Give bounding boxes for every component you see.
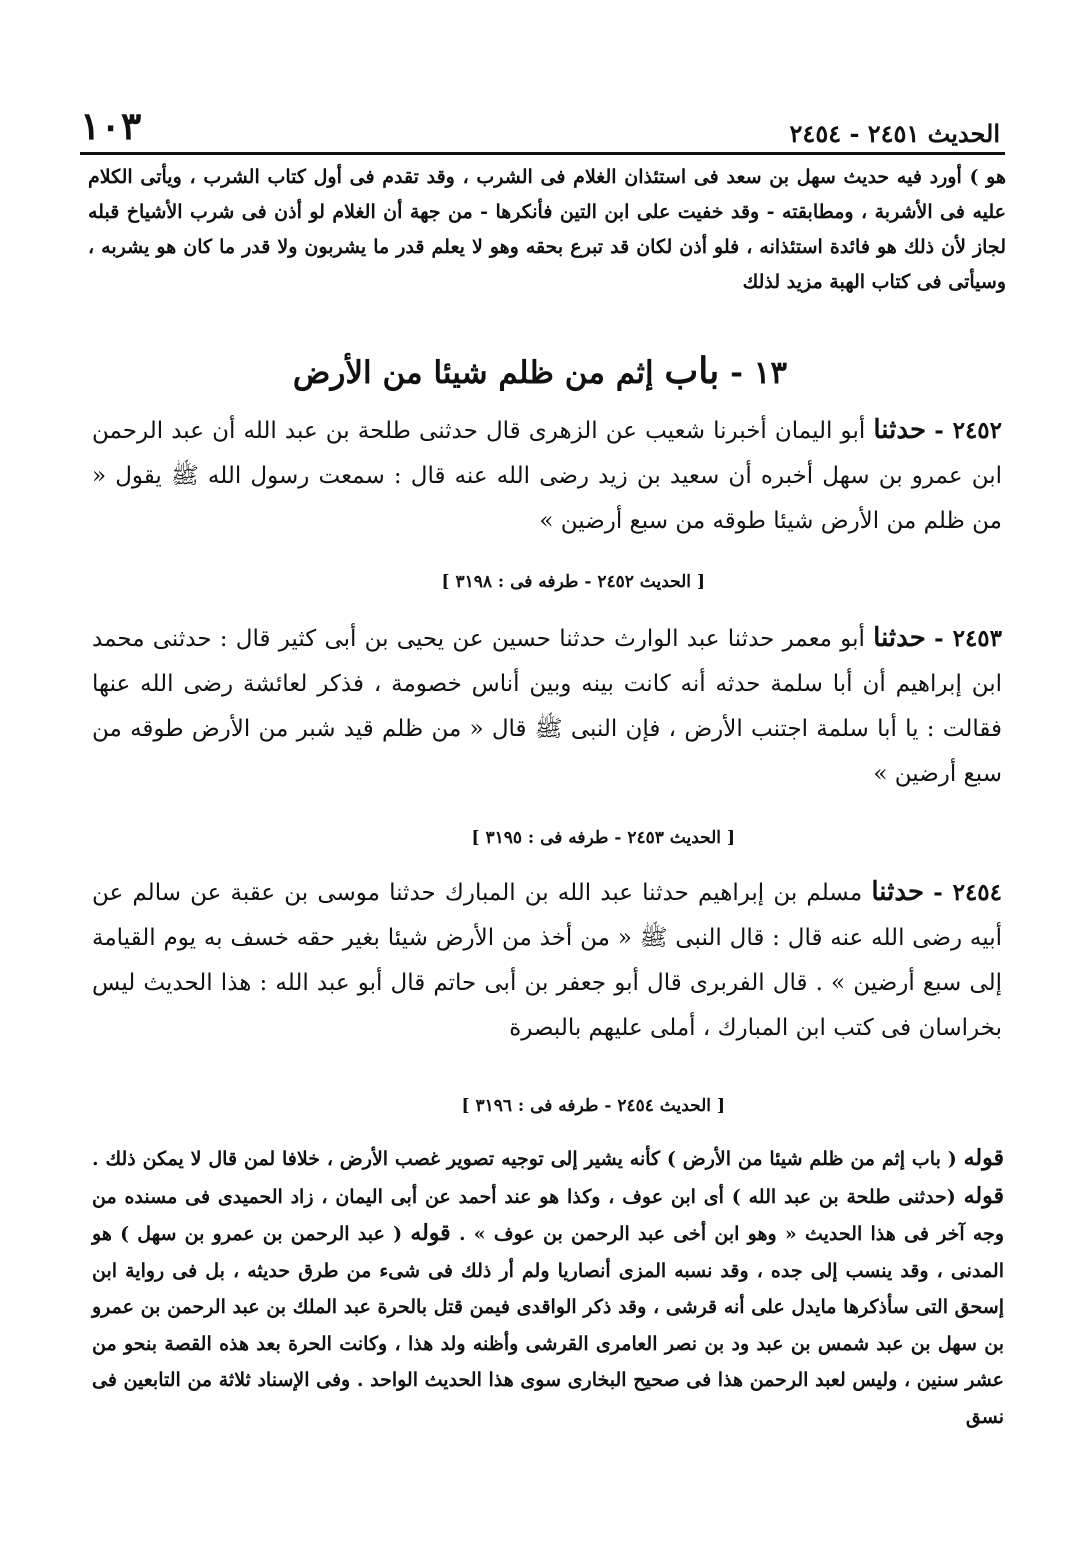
commentary-lead: قوله bbox=[963, 1145, 1004, 1171]
hadith-text: أبو معمر حدثنا عبد الوارث حدثنا حسين عن يحيى بن أبى كثير قال : حدثنى محمد ابن إبراهيم أن أبا سلمة حدثه أنه كانت بينه وبين أناس خصومة ، فذكر لعائشة رضى الله عنها فقالت : يا أبا سلمة اجتنب الأرض ، فإن النبى ﷺ قال « من ظلم قيد شبر من الأرض طوقه من سبع أرضين » bbox=[92, 626, 1002, 787]
chapter-title: إثم من ظلم شيئا من الأرض bbox=[292, 355, 654, 391]
chapter-heading bbox=[80, 346, 1000, 398]
commentary-text: (حدثنى طلحة بن عبد الله ) أى ابن عوف ، وكذا هو عند أحمد عن أبى اليمان ، زاد الحميدى فى مسنده من وجه آخر فى هذا الحديث « وهو ابن أخى عبد الرحمن بن عوف » . bbox=[92, 1185, 1004, 1245]
hadith-number: ٢٤٥٣ - bbox=[934, 625, 1003, 652]
chapter-number: ١٣ - bbox=[730, 355, 788, 391]
chapter-bab: باب bbox=[664, 350, 720, 392]
commentary-text: ( عبد الرحمن بن عمرو بن سهل ) هو المدنى ، وقد ينسب إلى جده ، وقد نسبه المزى أنصاريا ولم أر ذلك فى شىء من طرق حديثه ، بل فى رواية ابن إسحق التى سأذكرها مايدل على أنه قرشى ، وقد ذكر الواقدى فيمن قتل بالحرة عبد الملك بن عبد الرحمن بن عمرو بن سهل بن عبد شمس بن عبد ود بن نصر العامرى القرشى وأظنه ولد هذا ، وكانت الحرة بعد هذه القصة بنحو من عشر سنين ، وليس لعبد الرحمن هذا فى صحيح البخارى سوى هذا الحديث الواحد . وفى الإسناد ثلاثة من التابعين فى نسق bbox=[92, 1223, 1004, 1428]
hadith-2453 bbox=[92, 616, 1002, 797]
commentary-lead: قوله bbox=[410, 1220, 451, 1246]
hadith-2454 bbox=[92, 870, 1002, 1051]
hadith-opening: حدثنا bbox=[871, 877, 925, 907]
page-number: ١٠٣ bbox=[80, 103, 142, 148]
running-title: الحديث ٢٤٥١ - ٢٤٥٤ bbox=[789, 119, 1000, 148]
commentary-lead: قوله bbox=[963, 1182, 1004, 1209]
page-header bbox=[80, 100, 1000, 148]
hadith-text: أبو اليمان أخبرنا شعيب عن الزهرى قال حدثنى طلحة بن عبد الله أن عبد الرحمن ابن عمرو بن سهل أخبره أن سعيد بن زيد رضى الله عنه قال : سمعت رسول الله ﷺ يقول « من ظلم من الأرض شيئا طوقه من سبع أرضين » bbox=[92, 418, 1002, 534]
intro-paragraph: هو ) أورد فيه حديث سهل بن سعد فى استئذان الغلام فى الشرب ، وقد تقدم فى أول كتاب الشرب ، ويأتى الكلام عليه فى الأشربة ، ومطابقته - وقد خفيت على ابن التين فأنكرها - من جهة أن الغلام لو أذن فى شرب الأشياخ قبله لجاز لأن ذلك هو فائدة استئذانه ، فلو أذن لكان قد تبرع بحقه وهو لا يعلم قدر ما يشربون ولا قدر ما كان هو يشربه ، وسيأتى فى كتاب الهبة مزيد لذلك bbox=[88, 166, 1006, 293]
hadith-cross-reference: [ الحديث ٢٤٥٣ - طرفه فى : ٣١٩٥ ] bbox=[471, 828, 735, 848]
header-rule bbox=[80, 152, 1005, 155]
hadith-2452 bbox=[92, 408, 1002, 544]
hadith-number: ٢٤٥٤ - bbox=[933, 879, 1003, 906]
hadith-opening: حدثنا bbox=[873, 415, 927, 445]
hadith-cross-reference: [ الحديث ٢٤٥٢ - طرفه فى : ٣١٩٨ ] bbox=[441, 572, 705, 592]
hadith-text: مسلم بن إبراهيم حدثنا عبد الله بن المبارك حدثنا موسى بن عقبة عن سالم عن أبيه رضى الله عنه قال : قال النبى ﷺ « من أخذ من الأرض شيئا بغير حقه خسف به يوم القيامة إلى سبع أرضين » . قال الفربرى قال أبو جعفر بن أبى حاتم قال أبو عبد الله : هذا الحديث ليس بخراسان فى كتب ابن المبارك ، أملى عليهم بالبصرة bbox=[92, 880, 1002, 1041]
hadith-opening: حدثنا bbox=[873, 623, 926, 653]
hadith-number: ٢٤٥٢ - bbox=[934, 417, 1003, 444]
hadith-cross-reference: [ الحديث ٢٤٥٤ - طرفه فى : ٣١٩٦ ] bbox=[461, 1096, 725, 1116]
commentary-paragraph bbox=[92, 1140, 1004, 1435]
commentary-text: ( باب إثم من ظلم شيئا من الأرض ) كأنه يشير إلى توجيه تصوير غصب الأرض ، خلافا لمن قال لا يمكن ذلك . bbox=[92, 1148, 957, 1170]
